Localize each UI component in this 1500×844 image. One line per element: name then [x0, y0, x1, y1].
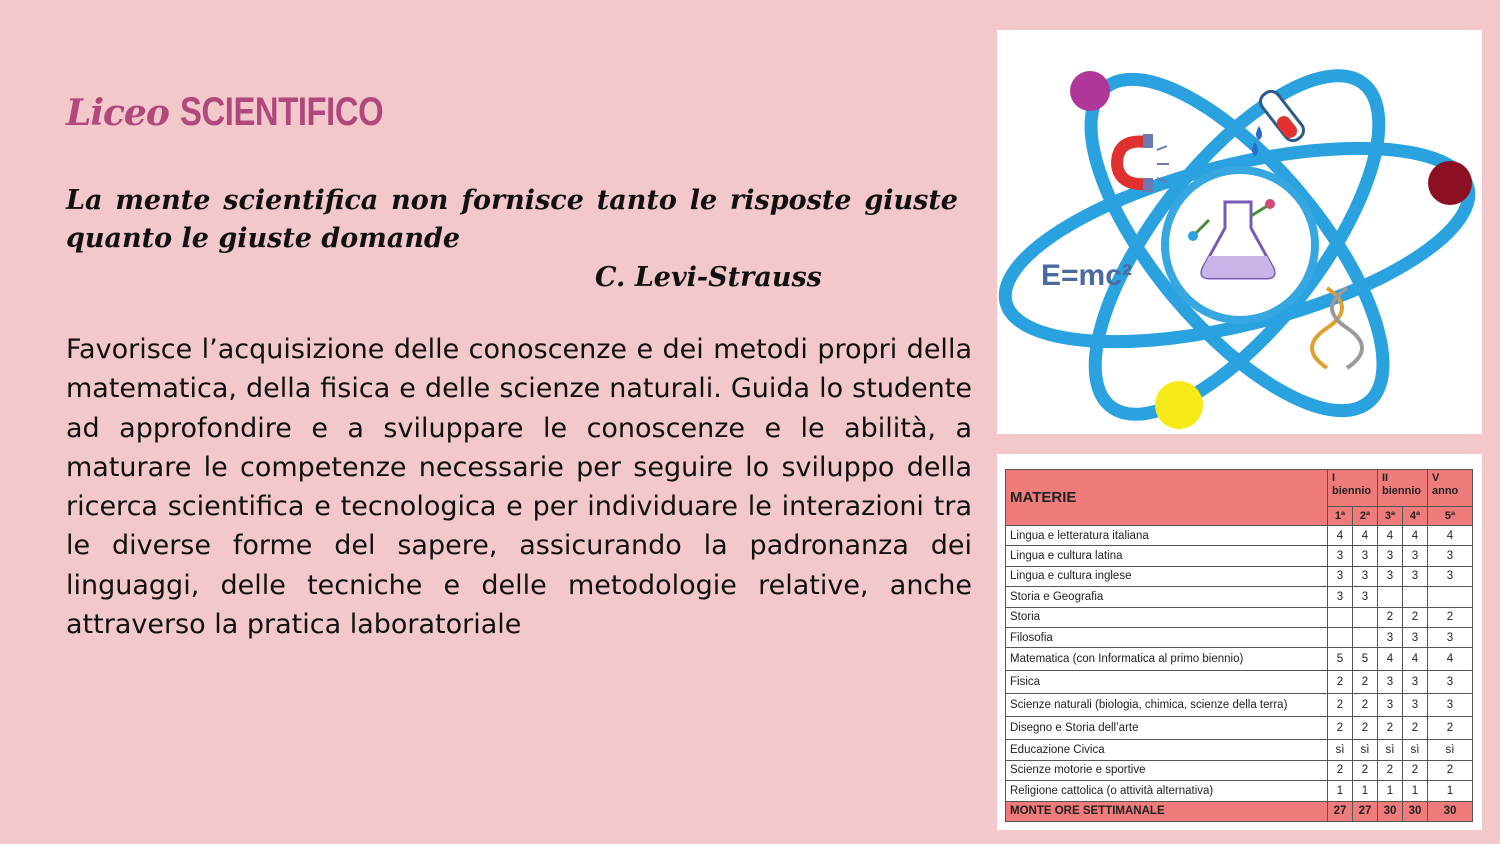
- footer-label: MONTE ORE SETTIMANALE: [1006, 801, 1328, 821]
- footer-value: 30: [1403, 801, 1428, 821]
- hours-cell: [1428, 587, 1473, 607]
- hours-cell: 5: [1328, 648, 1353, 671]
- subject-cell: Religione cattolica (o attività alternativa): [1006, 781, 1328, 801]
- hours-cell: 3: [1378, 546, 1403, 566]
- hours-cell: 1: [1428, 781, 1473, 801]
- header-year: 5ª: [1428, 507, 1473, 526]
- subject-cell: Scienze naturali (biologia, chimica, scienze della terra): [1006, 694, 1328, 717]
- hours-cell: 2: [1378, 607, 1403, 627]
- purple-dot: [1070, 71, 1110, 111]
- hours-cell: 4: [1428, 526, 1473, 546]
- subject-cell: Fisica: [1006, 671, 1328, 694]
- hours-cell: 2: [1378, 717, 1403, 740]
- hours-cell: [1378, 587, 1403, 607]
- hours-cell: 4: [1353, 526, 1378, 546]
- hours-cell: sì: [1428, 740, 1473, 760]
- table-row: [1006, 526, 1473, 546]
- hours-cell: 4: [1403, 526, 1428, 546]
- table-row: [1006, 740, 1473, 760]
- hours-cell: 3: [1378, 627, 1403, 647]
- table-row: [1006, 717, 1473, 740]
- subject-cell: Lingua e letteratura italiana: [1006, 526, 1328, 546]
- hours-cell: 4: [1328, 526, 1353, 546]
- subject-cell: Lingua e cultura inglese: [1006, 566, 1328, 586]
- header-year: 3ª: [1378, 507, 1403, 526]
- subject-cell: Storia e Geografia: [1006, 587, 1328, 607]
- hours-cell: 3: [1403, 671, 1428, 694]
- header-year: 4ª: [1403, 507, 1428, 526]
- hours-cell: [1353, 627, 1378, 647]
- footer-value: 30: [1428, 801, 1473, 821]
- hours-cell: 2: [1403, 607, 1428, 627]
- hours-cell: sì: [1328, 740, 1353, 760]
- table-row: [1006, 671, 1473, 694]
- hours-cell: 3: [1403, 566, 1428, 586]
- subject-cell: Storia: [1006, 607, 1328, 627]
- hours-cell: sì: [1378, 740, 1403, 760]
- quote-author: C. Levi-Strauss: [595, 262, 822, 293]
- table-row: [1006, 648, 1473, 671]
- table-row: [1006, 566, 1473, 586]
- hours-cell: [1353, 607, 1378, 627]
- hours-cell: 3: [1403, 627, 1428, 647]
- timetable: [1005, 469, 1473, 822]
- table-row: [1006, 781, 1473, 801]
- hours-cell: 4: [1378, 648, 1403, 671]
- science-illustration: [997, 30, 1482, 434]
- hours-cell: 3: [1428, 546, 1473, 566]
- hours-cell: 2: [1328, 671, 1353, 694]
- hours-cell: 4: [1403, 648, 1428, 671]
- subject-cell: Scienze motorie e sportive: [1006, 760, 1328, 780]
- hours-cell: 1: [1328, 781, 1353, 801]
- hours-cell: sì: [1403, 740, 1428, 760]
- hours-cell: 1: [1353, 781, 1378, 801]
- subject-cell: Matematica (con Informatica al primo biennio): [1006, 648, 1328, 671]
- subject-cell: Educazione Civica: [1006, 740, 1328, 760]
- hours-cell: 2: [1353, 717, 1378, 740]
- hours-cell: [1328, 627, 1353, 647]
- hours-cell: 2: [1328, 717, 1353, 740]
- hours-cell: 3: [1403, 694, 1428, 717]
- hours-cell: 3: [1428, 627, 1473, 647]
- hours-cell: sì: [1353, 740, 1378, 760]
- hours-cell: 3: [1353, 587, 1378, 607]
- hours-cell: 4: [1428, 648, 1473, 671]
- table-footer-row: [1006, 801, 1473, 821]
- hours-cell: 3: [1378, 694, 1403, 717]
- timetable-panel: [997, 454, 1482, 830]
- hours-cell: 3: [1328, 566, 1353, 586]
- subject-cell: Filosofia: [1006, 627, 1328, 647]
- hours-cell: 4: [1378, 526, 1403, 546]
- hours-cell: [1403, 587, 1428, 607]
- footer-value: 30: [1378, 801, 1403, 821]
- header-year: 1ª: [1328, 507, 1353, 526]
- subject-cell: Lingua e cultura latina: [1006, 546, 1328, 566]
- formula-label: E=mc²: [1041, 259, 1132, 292]
- hours-cell: 5: [1353, 648, 1378, 671]
- subject-cell: Disegno e Storia dell’arte: [1006, 717, 1328, 740]
- hours-cell: 3: [1428, 694, 1473, 717]
- red-dot: [1428, 161, 1472, 205]
- hours-cell: 1: [1378, 781, 1403, 801]
- hours-cell: 2: [1353, 671, 1378, 694]
- header-group-3: V anno: [1428, 470, 1473, 507]
- hours-cell: 3: [1378, 671, 1403, 694]
- title-script: Liceo: [66, 92, 169, 134]
- hours-cell: 3: [1328, 546, 1353, 566]
- hours-cell: 3: [1403, 546, 1428, 566]
- header-group-1: I biennio: [1328, 470, 1378, 507]
- title-bold: SCIENTIFICO: [179, 90, 384, 134]
- hours-cell: 3: [1328, 587, 1353, 607]
- hours-cell: 2: [1428, 607, 1473, 627]
- hours-cell: 2: [1378, 760, 1403, 780]
- hours-cell: 2: [1328, 760, 1353, 780]
- hours-cell: 3: [1428, 671, 1473, 694]
- table-row: [1006, 760, 1473, 780]
- hours-cell: 3: [1378, 566, 1403, 586]
- footer-value: 27: [1353, 801, 1378, 821]
- table-row: [1006, 627, 1473, 647]
- hours-cell: 2: [1353, 760, 1378, 780]
- hours-cell: 2: [1403, 717, 1428, 740]
- hours-cell: 3: [1353, 546, 1378, 566]
- table-row: [1006, 694, 1473, 717]
- hours-cell: 2: [1328, 694, 1353, 717]
- header-group-2: II biennio: [1378, 470, 1428, 507]
- footer-value: 27: [1328, 801, 1353, 821]
- table-row: [1006, 587, 1473, 607]
- atom-icon: [997, 30, 1482, 434]
- header-year: 2ª: [1353, 507, 1378, 526]
- hours-cell: 3: [1428, 566, 1473, 586]
- yellow-dot: [1155, 381, 1203, 429]
- hours-cell: 1: [1403, 781, 1428, 801]
- table-row: [1006, 546, 1473, 566]
- description-paragraph: Favorisce l’acquisizione delle conoscenze e dei metodi propri della matematica, della fisica e delle scienze naturali. Guida lo studente ad approfondire e a sviluppare le conoscenze e le abilità, a maturare le competenze necessarie per seguire lo sviluppo della ricerca scientifica e tecnologica e per individuare le interazioni tra le diverse forme del sapere, assicurando la padronanza dei linguaggi, delle tecniche e delle metodologie relative, anche attraverso la pratica laboratoriale: [66, 334, 972, 641]
- page-title: [66, 90, 428, 135]
- hours-cell: [1328, 607, 1353, 627]
- table-row: [1006, 607, 1473, 627]
- hours-cell: 2: [1353, 694, 1378, 717]
- hours-cell: 2: [1428, 760, 1473, 780]
- header-materie: MATERIE: [1006, 470, 1328, 526]
- quote-text: La mente scientifica non fornisce tanto le risposte giuste quanto le giuste domande: [66, 185, 958, 254]
- hours-cell: 3: [1353, 566, 1378, 586]
- hours-cell: 2: [1428, 717, 1473, 740]
- hours-cell: 2: [1403, 760, 1428, 780]
